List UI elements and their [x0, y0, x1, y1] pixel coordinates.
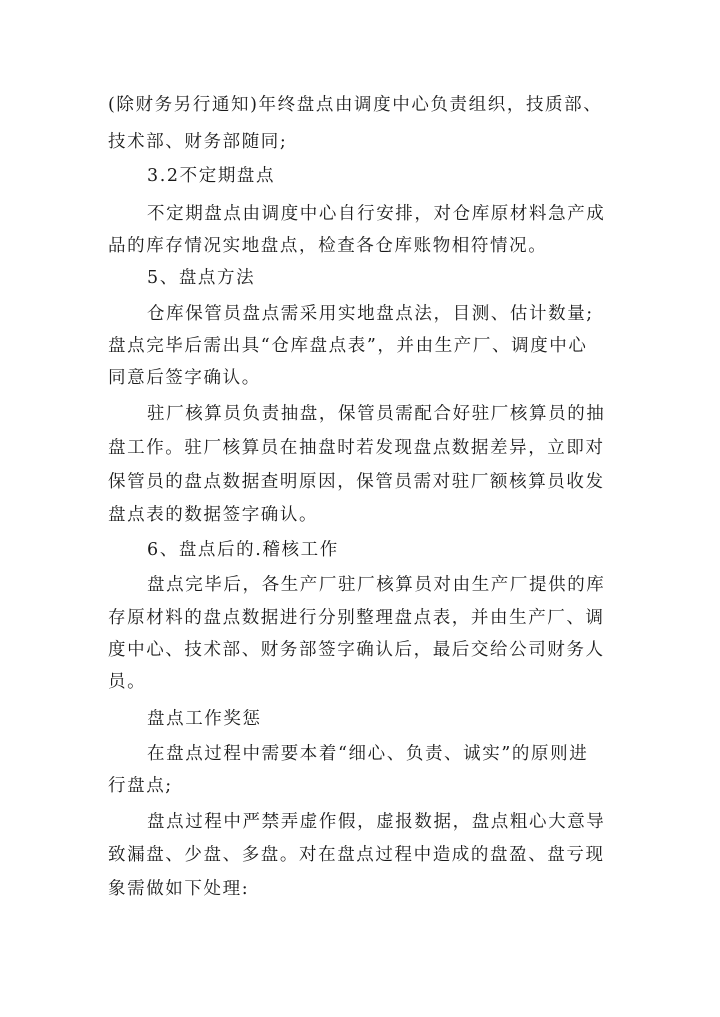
text-line: 盘工作。驻厂核算员在抽盘时若发现盘点数据差异，立即对: [108, 438, 605, 458]
text-line: 象需做如下处理:: [108, 879, 250, 899]
text-line: 技术部、财务部随同;: [108, 132, 288, 152]
text-line: 员。: [108, 672, 147, 692]
text-line: 不定期盘点由调度中心自行安排，对仓库原材料急产成: [147, 204, 606, 224]
text-line: 在盘点过程中需要本着“细心、负责、诚实”的原则进: [147, 744, 589, 764]
section-heading: 3.2不定期盘点: [147, 166, 276, 186]
text-line: 同意后签字确认。: [108, 368, 261, 388]
text-line: 驻厂核算员负责抽盘，保管员需配合好驻厂核算员的抽: [147, 404, 606, 424]
text-line: 盘点完毕后，各生产厂驻厂核算员对由生产厂提供的库: [147, 575, 606, 595]
text-line: (除财务另行通知)年终盘点由调度中心负责组织，技质部、: [108, 95, 603, 115]
text-line: 盘点表的数据签字确认。: [108, 505, 319, 525]
text-line: 品的库存情况实地盘点，检查各仓库账物相符情况。: [108, 236, 548, 256]
text-line: 致漏盘、少盘、多盘。对在盘点过程中造成的盘盈、盘亏现: [108, 845, 605, 865]
text-line: 行盘点;: [108, 776, 173, 796]
section-heading: 6、盘点后的.稽核工作: [147, 540, 339, 560]
text-line: 存原材料的盘点数据进行分别整理盘点表，并由生产厂、调: [108, 608, 605, 628]
text-line: 盘点过程中严禁弄虚作假，虚报数据，盘点粗心大意导: [147, 812, 606, 832]
text-line: 度中心、技术部、财务部签字确认后，最后交给公司财务人: [108, 640, 605, 660]
section-heading: 5、盘点方法: [147, 268, 256, 288]
text-line: 保管员的盘点数据查明原因，保管员需对驻厂额核算员收发: [108, 472, 605, 492]
text-line: 盘点完毕后需出具“仓库盘点表”，并由生产厂、调度中心: [108, 336, 588, 356]
section-heading: 盘点工作奖惩: [147, 709, 262, 729]
text-line: 仓库保管员盘点需采用实地盘点法，目测、估计数量;: [147, 304, 594, 324]
